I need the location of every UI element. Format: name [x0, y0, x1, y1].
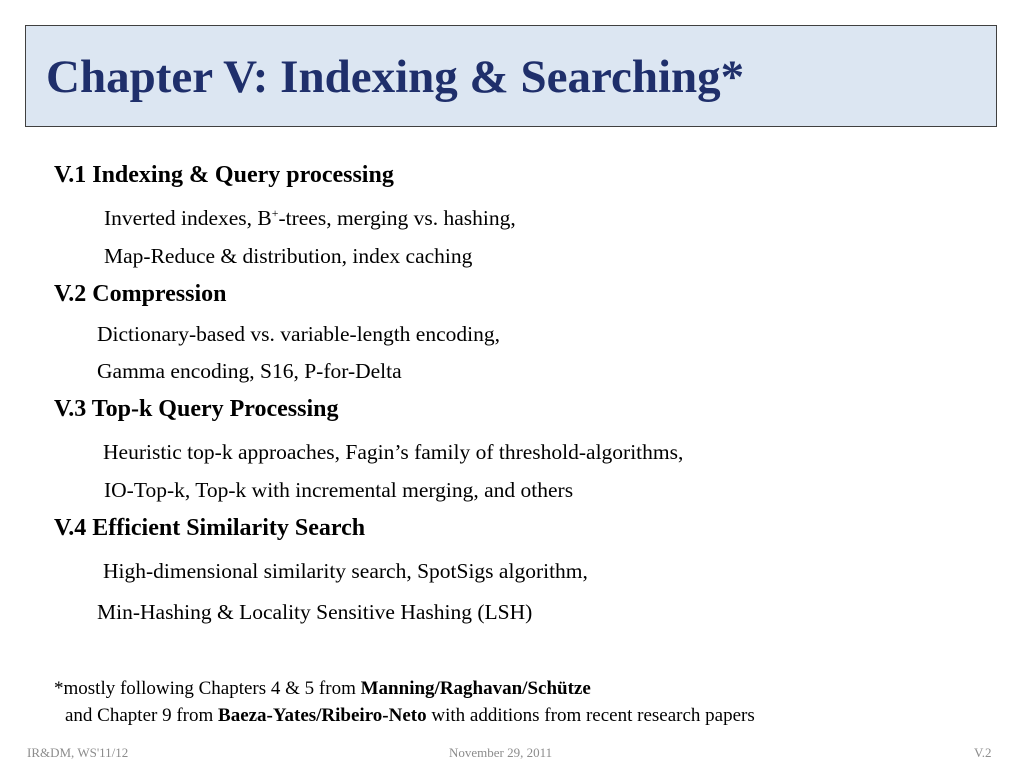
- footnote-author-manning: Manning/Raghavan/Schütze: [360, 678, 591, 699]
- section-v1-line-1: Inverted indexes, B+-trees, merging vs. hashing,: [104, 205, 516, 230]
- footer-date: November 29, 2011: [449, 745, 553, 760]
- section-v2-line-1: Dictionary-based vs. variable-length encoding,: [97, 322, 500, 346]
- slide-title: Chapter V: Indexing & Searching*: [46, 51, 745, 103]
- section-v4-line-2: Min-Hashing & Locality Sensitive Hashing (LSH): [97, 600, 533, 624]
- section-v2-line-2: Gamma encoding, S16, P-for-Delta: [97, 359, 402, 383]
- footnote-author-baeza: Baeza-Yates/Ribeiro-Neto: [218, 705, 427, 726]
- section-v3-line-2: IO-Top-k, Top-k with incremental merging, and others: [104, 478, 574, 502]
- section-heading-v4: V.4 Efficient Similarity Search: [54, 515, 366, 541]
- section-v1-line-2: Map-Reduce & distribution, index caching: [104, 244, 473, 268]
- section-heading-v3: V.3 Top-k Query Processing: [54, 396, 339, 422]
- section-v3-line-1: Heuristic top-k approaches, Fagin’s family of threshold-algorithms,: [103, 440, 684, 464]
- footnote-line-1: *mostly following Chapters 4 & 5 from Manning/Raghavan/Schütze: [54, 678, 591, 699]
- title-box: [25, 25, 997, 127]
- footer-slide-number: V.2: [974, 745, 992, 760]
- section-heading-v1: V.1 Indexing & Query processing: [54, 162, 394, 188]
- section-v4-line-1: High-dimensional similarity search, SpotSigs algorithm,: [103, 559, 588, 583]
- footer-course: IR&DM, WS'11/12: [27, 745, 129, 760]
- section-heading-v2: V.2 Compression: [54, 281, 227, 307]
- footnote-line-2: and Chapter 9 from Baeza-Yates/Ribeiro-Neto with additions from recent research papers: [65, 705, 755, 726]
